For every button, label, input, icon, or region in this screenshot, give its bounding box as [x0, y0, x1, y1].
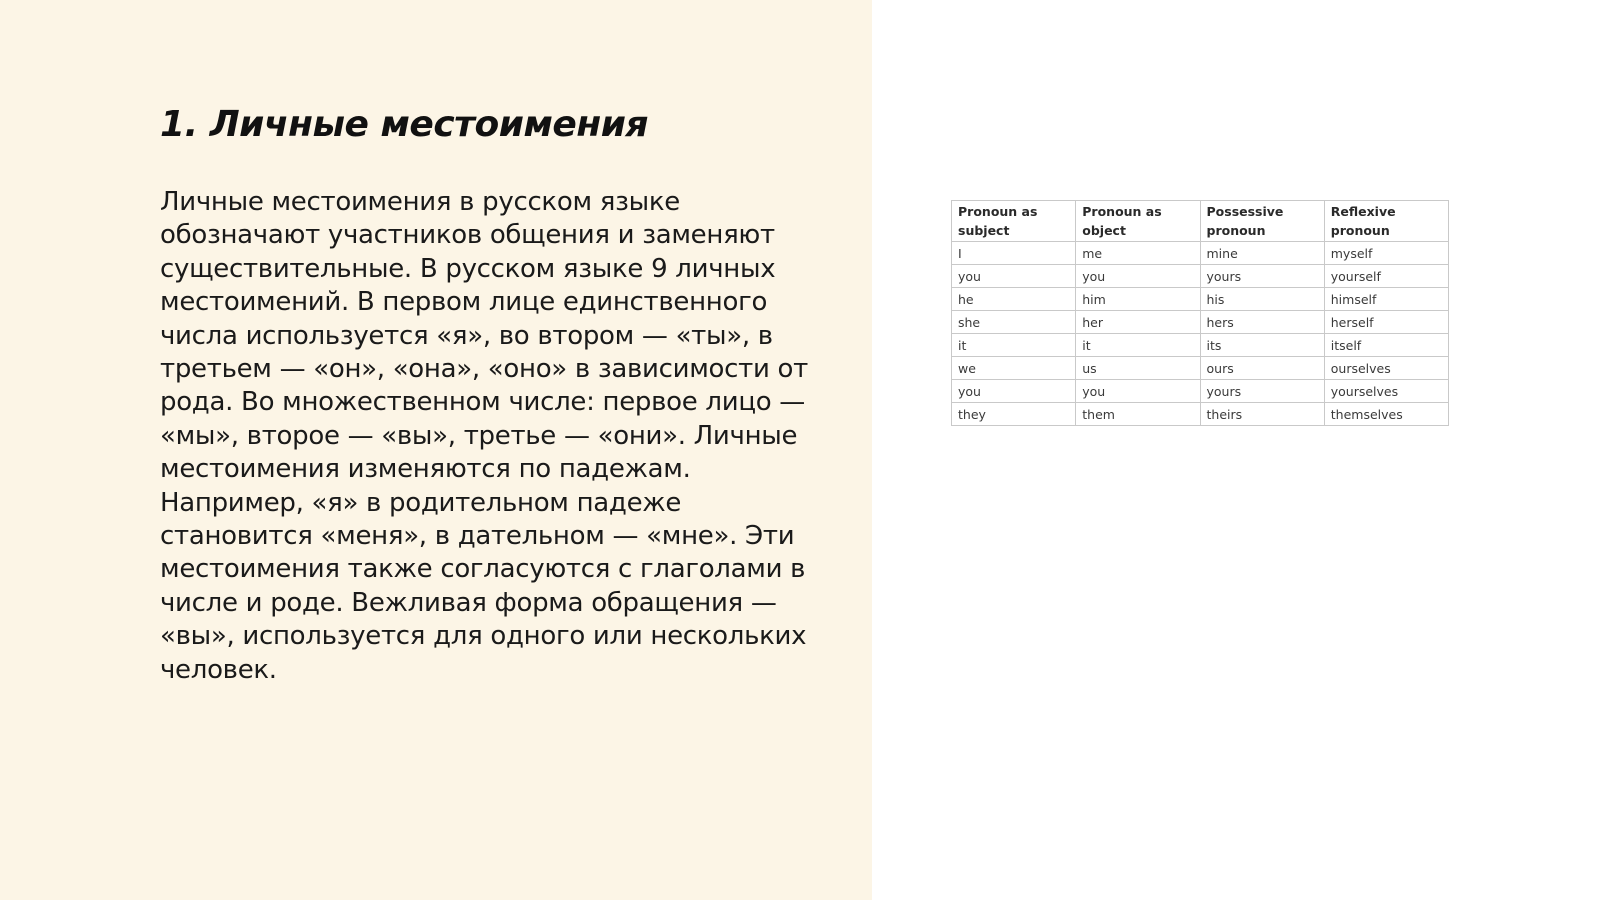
- table-header-row: [952, 201, 1449, 242]
- slide-title: 1. Личные местоимения: [160, 104, 649, 145]
- table-cell: yours: [1200, 380, 1324, 403]
- table-cell: him: [1076, 288, 1200, 311]
- table-cell: you: [952, 265, 1076, 288]
- table-cell: himself: [1324, 288, 1448, 311]
- table-cell: his: [1200, 288, 1324, 311]
- table-cell: he: [952, 288, 1076, 311]
- table-row: [952, 334, 1449, 357]
- table-cell: ours: [1200, 357, 1324, 380]
- table-cell: yours: [1200, 265, 1324, 288]
- table-cell: she: [952, 311, 1076, 334]
- table-cell: them: [1076, 403, 1200, 426]
- table-row: [952, 380, 1449, 403]
- table-row: [952, 403, 1449, 426]
- table-cell: themselves: [1324, 403, 1448, 426]
- table-header-cell: Possessive pronoun: [1200, 201, 1324, 242]
- table-cell: you: [952, 380, 1076, 403]
- table-cell: its: [1200, 334, 1324, 357]
- table-row: [952, 265, 1449, 288]
- table-cell: you: [1076, 265, 1200, 288]
- table-cell: mine: [1200, 242, 1324, 265]
- table-cell: ourselves: [1324, 357, 1448, 380]
- table-cell: herself: [1324, 311, 1448, 334]
- table-header-cell: Reflexive pronoun: [1324, 201, 1448, 242]
- table-cell: you: [1076, 380, 1200, 403]
- table-cell: us: [1076, 357, 1200, 380]
- table-header-cell: Pronoun as object: [1076, 201, 1200, 242]
- table-cell: it: [1076, 334, 1200, 357]
- pronoun-table: [951, 200, 1449, 426]
- table-cell: her: [1076, 311, 1200, 334]
- table-cell: yourselves: [1324, 380, 1448, 403]
- table-row: [952, 242, 1449, 265]
- table-cell: yourself: [1324, 265, 1448, 288]
- table-header-cell: Pronoun as subject: [952, 201, 1076, 242]
- table-cell: I: [952, 242, 1076, 265]
- table-cell: hers: [1200, 311, 1324, 334]
- table-cell: me: [1076, 242, 1200, 265]
- table-cell: they: [952, 403, 1076, 426]
- table-cell: myself: [1324, 242, 1448, 265]
- table-cell: we: [952, 357, 1076, 380]
- table-cell: it: [952, 334, 1076, 357]
- pronoun-table-image: [951, 200, 1449, 424]
- table-row: [952, 288, 1449, 311]
- table-cell: itself: [1324, 334, 1448, 357]
- slide-body-text: Личные местоимения в русском языке обозначают участников общения и заменяют существительные. В русском языке 9 личных местоимений. В первом лице единственного числа используется «я», во втором — «ты», в третьем — «он», «она», «оно» в зависимости от рода. Во множественном числе: первое лицо — «мы», второе — «вы», третье — «они». Личные местоимения изменяются по падежам. Например, «я» в родительном падеже становится «меня», в дательном — «мне». Эти местоимения также согласуются с глаголами в числе и роде. Вежливая форма обращения — «вы», используется для одного или нескольких человек.: [160, 187, 809, 685]
- table-cell: theirs: [1200, 403, 1324, 426]
- table-row: [952, 311, 1449, 334]
- table-row: [952, 357, 1449, 380]
